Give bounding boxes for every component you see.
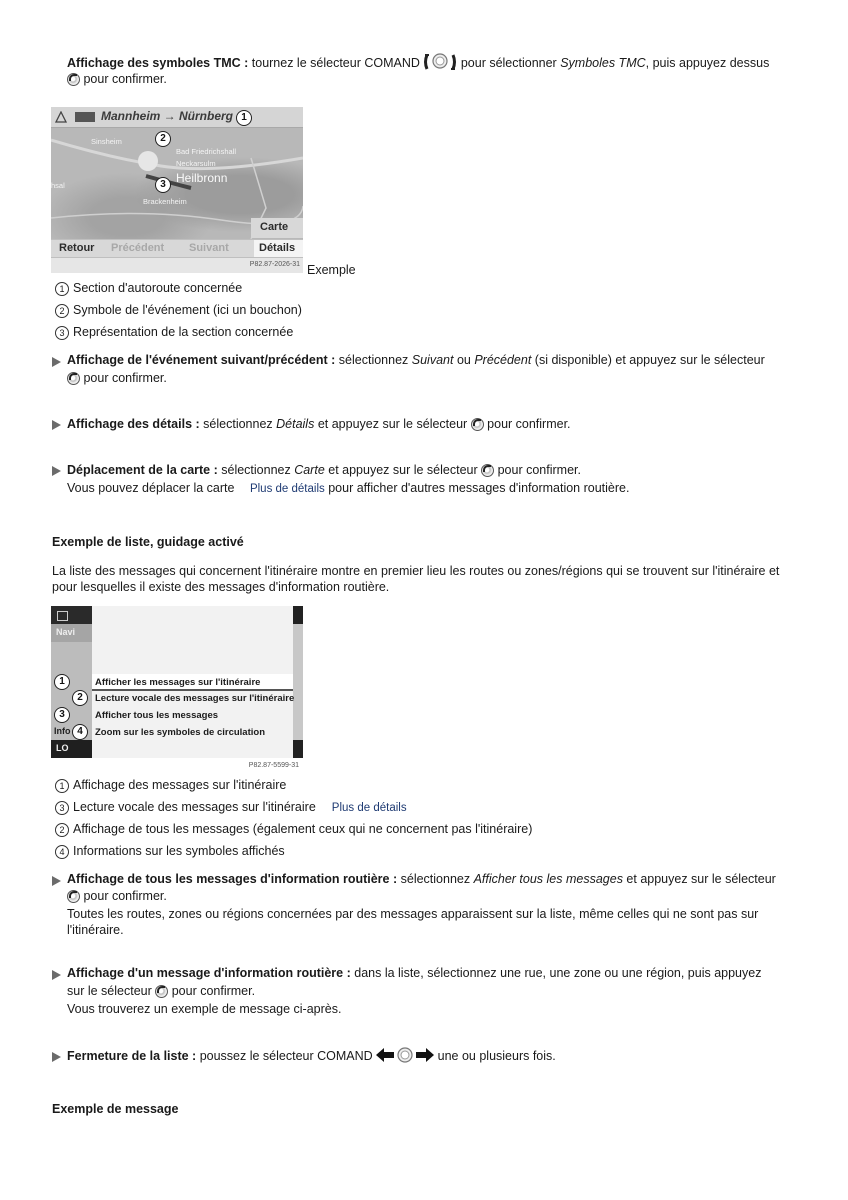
tab-info[interactable]: Info [54,726,71,736]
callout-3: 3 [54,707,70,723]
menu-item-read-aloud[interactable]: Lecture vocale des messages sur l'itinéraire [95,693,295,704]
map-area[interactable] [51,128,303,239]
number-circle-icon: 1 [55,282,69,296]
step-details: Affichage des détails : sélectionnez Détails et appuyez sur le sélecteur pour confirmer. [67,417,571,431]
number-circle-icon: 2 [55,304,69,318]
number-circle-icon: 2 [55,823,69,837]
step-all-messages: Affichage de tous les messages d'information routière : sélectionnez Afficher tous les messages et appuyez sur le sélecteur [67,872,776,886]
bullet-arrow-icon [52,876,61,886]
callout-2: 2 [72,690,88,706]
map-screenshot [51,107,303,273]
softkey-details[interactable]: Détails [254,240,303,257]
legend-item: 1 Section d'autoroute concernée [55,280,242,297]
comand-slide-left-right-icon [376,1047,434,1063]
tab-lo[interactable]: LO [56,743,69,753]
map-softkey-bar [51,240,303,257]
step-map-move: Déplacement de la carte : sélectionnez Carte et appuyez sur le sélecteur pour confirmer. [67,463,581,477]
comand-press-icon [67,890,80,903]
softkey-suivant[interactable]: Suivant [189,242,229,254]
callout-1: 1 [54,674,70,690]
town-label: hsal [51,181,65,190]
route-title: Mannheim → Nürnberg [101,109,234,123]
menu-item-route-messages[interactable]: Afficher les messages sur l'itinéraire [95,677,261,688]
bullet-arrow-icon [52,466,61,476]
callout-4: 4 [72,724,88,740]
step-one-message: Affichage d'un message d'information routière : dans la liste, sélectionnez une rue, une zone ou une région, puis appuyez [67,966,762,980]
town-label: Heilbronn [176,171,228,185]
map-title-bar [51,107,303,128]
map-ref-code: P82.87-2026-31 [249,261,300,268]
screen-icon [57,611,68,621]
tmc-bold: Affichage des symboles TMC : [67,56,249,70]
softkey-precedent[interactable]: Précédent [111,242,165,254]
town-label: Bad Friedrichshall [176,147,237,156]
callout-3: 3 [155,177,171,193]
tab-navi[interactable]: Navi [56,627,76,637]
comand-press-icon [471,418,484,431]
town-label: Sinsheim [91,137,122,146]
callout-2: 2 [155,131,171,147]
more-details-link[interactable]: Plus de détails [331,802,407,814]
step-close-list: Fermeture de la liste : poussez le sélecteur COMAND une ou plusieurs fois. [67,1049,556,1063]
navigation-icon [55,111,67,123]
town-label: Brackenheim [143,197,187,206]
traffic-jam-symbol[interactable] [138,151,158,171]
legend-item: 1 Affichage des messages sur l'itinéraire [55,777,286,794]
tmc-symbol-icon [75,112,95,122]
callout-1: 1 [236,110,252,126]
legend-item: 4 Informations sur les symboles affichés [55,843,285,860]
comand-rotate-icon [423,53,457,71]
menu-item-all-messages[interactable]: Afficher tous les messages [95,710,219,721]
menu-item-zoom-symbols[interactable]: Zoom sur les symboles de circulation [95,727,265,738]
comand-press-icon [481,464,494,477]
map-button-carte[interactable]: Carte [251,218,303,238]
tmc-instruction: Affichage des symboles TMC : tournez le sélecteur COMAND pour sélectionner Symboles TMC, puis appuyez dessus [67,53,769,72]
step-next-prev: Affichage de l'événement suivant/précédent : sélectionnez Suivant ou Précédent (si disponible) et appuyez sur le sélecteur [67,353,765,367]
more-details-link[interactable]: Plus de détails [249,483,325,495]
list-description: La liste des messages qui concernent l'itinéraire montre en premier lieu les routes ou zones/régions qui se trouvent sur l'itinéraire et pour lesquelles il existe des messages d'information routière. [52,564,780,594]
bullet-arrow-icon [52,970,61,980]
softkey-retour[interactable]: Retour [59,242,95,254]
list-ref-code: P82.87-5599-31 [248,762,299,769]
comand-press-icon [67,372,80,385]
legend-item: 2 Affichage de tous les messages (également ceux qui ne concernent pas l'itinéraire) [55,821,532,838]
town-label: Neckarsulm [176,159,216,168]
comand-press-icon [67,73,80,86]
number-circle-icon: 3 [55,801,69,815]
number-circle-icon: 3 [55,326,69,340]
bullet-arrow-icon [52,357,61,367]
legend-item: 3 Représentation de la section concernée [55,324,293,341]
number-circle-icon: 4 [55,845,69,859]
map-caption: Exemple [307,263,356,277]
legend-item: 3 Lecture vocale des messages sur l'itinéraire Plus de détails [55,799,407,817]
section-heading-list: Exemple de liste, guidage activé [52,535,244,549]
bullet-arrow-icon [52,420,61,430]
tmc-instruction-line2: pour confirmer. [67,71,167,88]
bullet-arrow-icon [52,1052,61,1062]
number-circle-icon: 1 [55,779,69,793]
list-screenshot [51,606,303,774]
comand-press-icon [155,985,168,998]
legend-item: 2 Symbole de l'événement (ici un bouchon) [55,302,302,319]
section-heading-message: Exemple de message [52,1102,179,1116]
